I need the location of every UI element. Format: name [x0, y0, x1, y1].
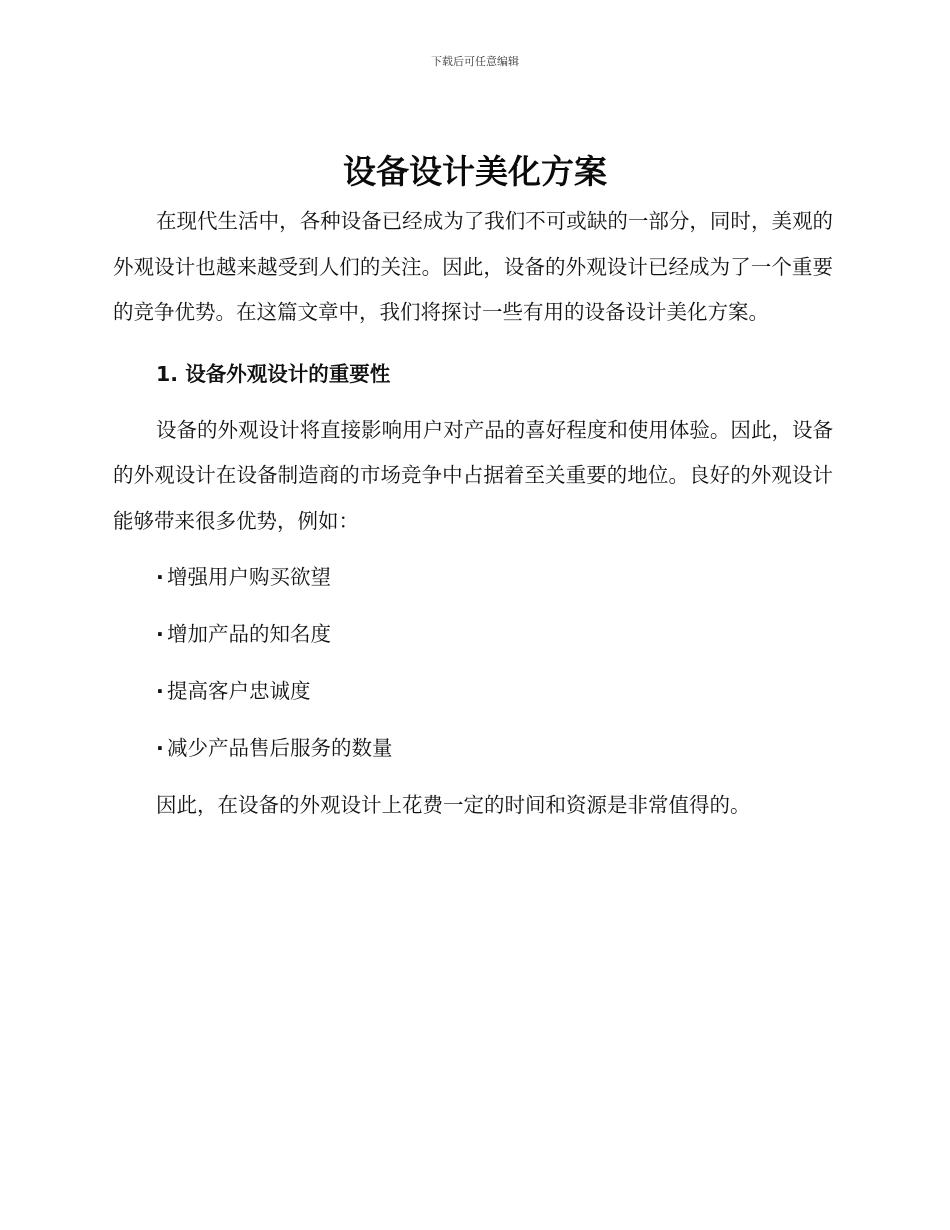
list-item [113, 726, 833, 771]
bullet-marker: · [156, 565, 164, 589]
section-heading: 1. 设备外观设计的重要性 [156, 361, 391, 386]
bullet-marker: · [156, 679, 164, 703]
closing-paragraph: 因此，在设备的外观设计上花费一定的时间和资源是非常值得的。 [156, 793, 751, 817]
list-item-text: 增强用户购买欲望 [167, 565, 331, 589]
list-item-text: 提高客户忠诚度 [167, 679, 311, 703]
list-item-text: 增加产品的知名度 [167, 622, 331, 646]
bullet-marker: · [156, 736, 164, 760]
document-body [113, 199, 833, 829]
section-paragraph: 设备的外观设计将直接影响用户对产品的喜好程度和使用体验。因此，设备的外观设计在设备制造商的市场竞争中占据着至关重要的地位。良好的外观设计能够带来很多优势，例如： [113, 417, 833, 533]
list-item [113, 612, 833, 657]
list-item [113, 669, 833, 714]
list-item-text: 减少产品售后服务的数量 [167, 736, 393, 760]
page-header: 下载后可任意编辑 [431, 55, 519, 68]
intro-paragraph: 在现代生活中，各种设备已经成为了我们不可或缺的一部分，同时，美观的外观设计也越来越受到人们的关注。因此，设备的外观设计已经成为了一个重要的竞争优势。在这篇文章中，我们将探讨一些有用的设备设计美化方案。 [113, 209, 833, 324]
list-item [113, 555, 833, 600]
advantages-list [113, 555, 833, 771]
bullet-marker: · [156, 622, 164, 646]
document-title: 设备设计美化方案 [343, 152, 607, 191]
